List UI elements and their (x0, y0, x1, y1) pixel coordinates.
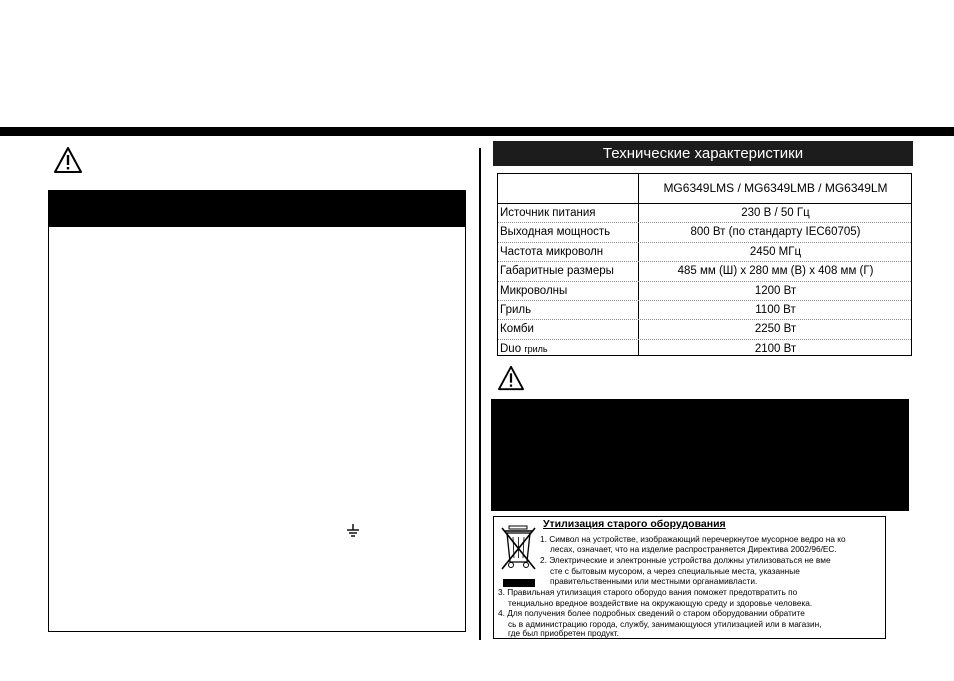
spec-value: 485 мм (Ш) x 280 мм (В) x 408 мм (Г) (677, 265, 874, 278)
disposal-line: сь в администрацию города, службу, занимающуюся утилизацией или в магазин, (508, 619, 822, 629)
spec-row (498, 282, 911, 301)
spec-row (498, 204, 911, 223)
spec-name (500, 340, 636, 359)
disposal-line: где был приобретен продукт. (508, 628, 619, 638)
spec-name: Гриль (500, 304, 532, 316)
spec-name: Частота микроволн (500, 245, 604, 258)
spec-value: 2450 МГц (749, 245, 802, 258)
spec-value: 1200 Вт (754, 284, 797, 297)
safety-box (48, 190, 466, 632)
spec-name: Комби (500, 323, 534, 336)
top-bar (0, 127, 954, 136)
safety-box-header (49, 191, 465, 227)
specs-model: MG6349LMS / MG6349LMB / MG6349LM (663, 181, 888, 195)
spec-value: 800 Вт (по стандарту IEC60705) (690, 226, 861, 239)
crossed-out-bin-icon (499, 522, 539, 594)
spec-value: 2250 Вт (754, 323, 797, 336)
disposal-line: 1. Символ на устройстве, изображающий перечеркнутое мусорное ведро на ко (540, 534, 846, 544)
spec-value: 230 В / 50 Гц (741, 207, 810, 219)
spec-row (498, 262, 911, 281)
spec-name: Источник питания (500, 207, 596, 219)
specs-head-row (498, 174, 911, 204)
spec-value: 2100 Вт (754, 342, 797, 355)
disposal-title: Утилизация старого оборудования (543, 518, 726, 530)
disposal-line: сте с бытовым мусором, а через специальные места, указанные (550, 566, 800, 576)
spec-row (498, 243, 911, 262)
warning-triangle-icon (497, 365, 525, 391)
ground-symbol-icon (346, 524, 360, 543)
spec-name-suffix: гриль (524, 343, 548, 354)
warning-triangle-icon (53, 146, 83, 174)
disposal-line: тенциально вредное воздействие на окружающую среду и здоровье человека. (508, 598, 813, 608)
spec-name: Габаритные размеры (500, 265, 614, 278)
spec-name: Микроволны (500, 284, 568, 297)
spec-value: 1100 Вт (755, 304, 796, 316)
specs-header: Технические характеристики (493, 141, 913, 166)
disposal-line: правительственными или местными органамивласти. (550, 576, 758, 586)
spec-name-main: Duo (500, 342, 522, 355)
spec-row (498, 320, 911, 339)
disposal-line: 3. Правильная утилизация старого оборудо вания поможет предотвратить по (498, 587, 798, 597)
spec-name: Выходная мощность (500, 226, 611, 239)
disposal-line: лесах, означает, что на изделие распространяется Директива 2002/96/EC. (550, 544, 837, 554)
disposal-box (493, 516, 886, 639)
disposal-line: 2. Электрические и электронные устройства должны утилизоваться не вме (540, 555, 831, 565)
spec-row (498, 340, 911, 359)
spec-row (498, 301, 911, 320)
column-divider (479, 148, 481, 640)
spec-row (498, 223, 911, 242)
notice-block (491, 399, 909, 511)
disposal-line: 4. Для получения более подробных сведений о старом оборудовании обратите (498, 608, 805, 618)
specs-table (497, 173, 912, 356)
